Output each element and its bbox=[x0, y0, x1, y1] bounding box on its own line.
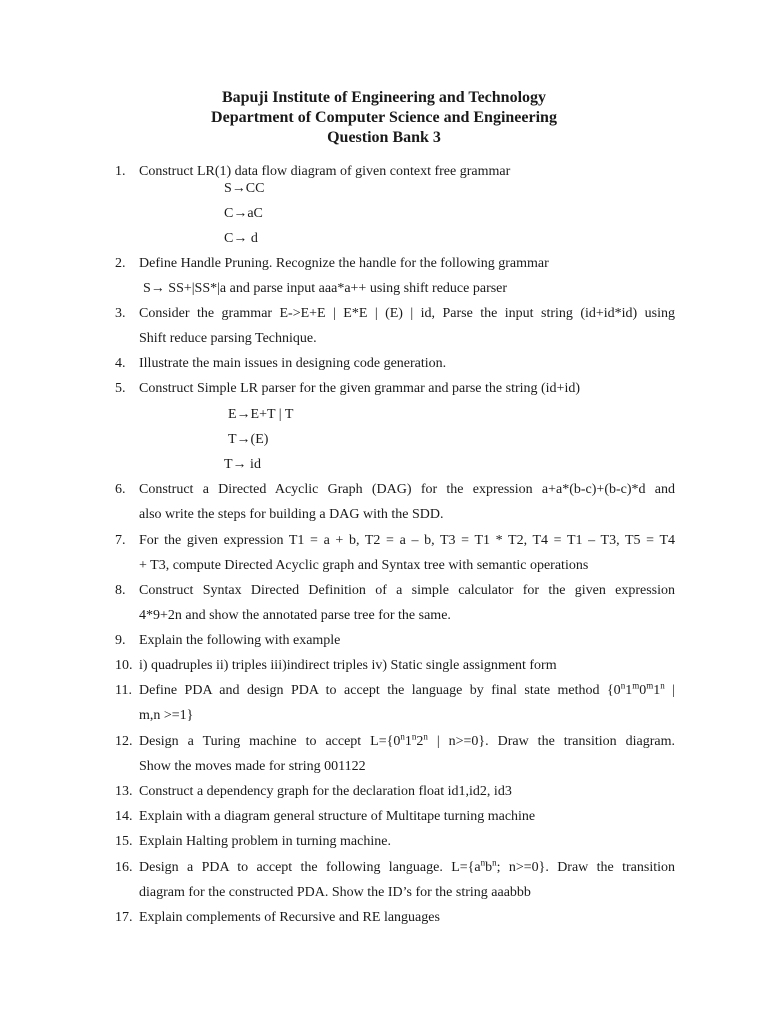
question-text-line2: diagram for the constructed PDA. Show the ID’s for the string aaabbb bbox=[139, 885, 531, 900]
question-text: Explain complements of Recursive and RE languages bbox=[139, 910, 440, 925]
question-item bbox=[115, 905, 675, 930]
question-item bbox=[115, 477, 675, 527]
question-text-line2: Shift reduce parsing Technique. bbox=[139, 331, 317, 346]
question-text-line2: m,n >=1} bbox=[139, 708, 194, 723]
grammar-rule: C→aC bbox=[224, 206, 263, 221]
question-text-line2: 4*9+2n and show the annotated parse tree for the same. bbox=[139, 608, 451, 623]
question-text-line2: Show the moves made for string 001122 bbox=[139, 759, 366, 774]
question-text-line1: Construct a Directed Acyclic Graph (DAG) for the expression a+a*(b-c)+(b-c)*d and bbox=[139, 482, 675, 497]
question-item bbox=[115, 653, 675, 678]
question-item bbox=[115, 829, 675, 854]
question-number: 10. bbox=[115, 658, 133, 673]
question-item bbox=[115, 678, 675, 728]
question-item bbox=[115, 376, 675, 401]
grammar-rule: C→ d bbox=[224, 231, 258, 246]
question-number: 16. bbox=[115, 860, 133, 875]
question-text-line1: Construct Syntax Directed Definition of a simple calculator for the given expression bbox=[139, 583, 675, 598]
question-number: 7. bbox=[115, 533, 126, 548]
document-header bbox=[0, 88, 768, 148]
question-number: 1. bbox=[115, 164, 126, 179]
question-text: Explain the following with example bbox=[139, 633, 341, 648]
question-text: Explain with a diagram general structure of Multitape turning machine bbox=[139, 809, 536, 824]
question-number: 14. bbox=[115, 809, 133, 824]
question-text-line1: Design a Turing machine to accept $L=\{0^n1^n2^n$ | n>=0}. Draw the transition diagram. bbox=[139, 731, 675, 749]
grammar-rule: E→E+T | T bbox=[228, 407, 294, 422]
question-text: Construct Simple LR parser for the given grammar and parse the string (id+id) bbox=[139, 381, 581, 396]
question-text-line2: + T3, compute Directed Acyclic graph and Syntax tree with semantic operations bbox=[139, 558, 589, 573]
question-text: i) quadruples ii) triples iii)indirect triples iv) Static single assignment form bbox=[139, 658, 557, 673]
question-item bbox=[115, 628, 675, 653]
document-title: Question Bank 3 bbox=[327, 129, 441, 146]
department-name: Department of Computer Science and Engineering bbox=[211, 109, 557, 126]
question-item bbox=[115, 729, 675, 779]
question-text-line1: For the given expression T1 = a + b, T2 = a – b, T3 = T1 * T2, T4 = T1 – T3, T5 = T4 bbox=[139, 533, 675, 548]
question-continuation: S→ SS+|SS*|a and parse input aaa*a++ using shift reduce parser bbox=[143, 281, 508, 296]
question-text: Explain Halting problem in turning machine. bbox=[139, 834, 391, 849]
question-item bbox=[115, 528, 675, 578]
question-number: 2. bbox=[115, 256, 126, 271]
question-number: 15. bbox=[115, 834, 133, 849]
question-number: 9. bbox=[115, 633, 126, 648]
grammar-rule: S→CC bbox=[224, 181, 265, 196]
grammar-rule: T→ id bbox=[224, 457, 261, 472]
question-item bbox=[115, 351, 675, 376]
question-number: 4. bbox=[115, 356, 126, 371]
institute-name: Bapuji Institute of Engineering and Technology bbox=[221, 89, 547, 106]
question-item bbox=[115, 578, 675, 628]
question-item bbox=[115, 159, 675, 184]
question-text-line1: Design a PDA to accept the following language. $L=\{a^nb^n$; n>=0}. Draw the transition bbox=[139, 857, 675, 875]
question-item bbox=[115, 779, 675, 804]
question-number: 8. bbox=[115, 583, 126, 598]
question-item bbox=[115, 251, 675, 276]
question-text-line1: Consider the grammar E->E+E | E*E | (E) | id, Parse the input string (id+id*id) using bbox=[139, 306, 675, 321]
question-text: Construct LR(1) data flow diagram of given context free grammar bbox=[139, 164, 511, 179]
question-item bbox=[115, 301, 675, 351]
question-number: 5. bbox=[115, 381, 126, 396]
question-number: 17. bbox=[115, 910, 133, 925]
question-text-line1: Define PDA and design PDA to accept the language by final state method {0$^n$1$^m$0$^m$1$^n$ | bbox=[139, 680, 675, 698]
question-text: Construct a dependency graph for the declaration float id1,id2, id3 bbox=[139, 784, 512, 799]
question-number: 13. bbox=[115, 784, 133, 799]
question-item bbox=[115, 855, 675, 905]
question-number: 11. bbox=[115, 683, 132, 698]
question-number: 3. bbox=[115, 306, 126, 321]
grammar-rule: T→(E) bbox=[228, 432, 269, 447]
question-number: 6. bbox=[115, 482, 126, 497]
question-number: 12. bbox=[115, 734, 133, 749]
question-text-line2: also write the steps for building a DAG with the SDD. bbox=[139, 507, 444, 522]
question-item bbox=[115, 804, 675, 829]
question-text: Illustrate the main issues in designing code generation. bbox=[139, 356, 447, 371]
question-text: Define Handle Pruning. Recognize the handle for the following grammar bbox=[139, 256, 549, 271]
